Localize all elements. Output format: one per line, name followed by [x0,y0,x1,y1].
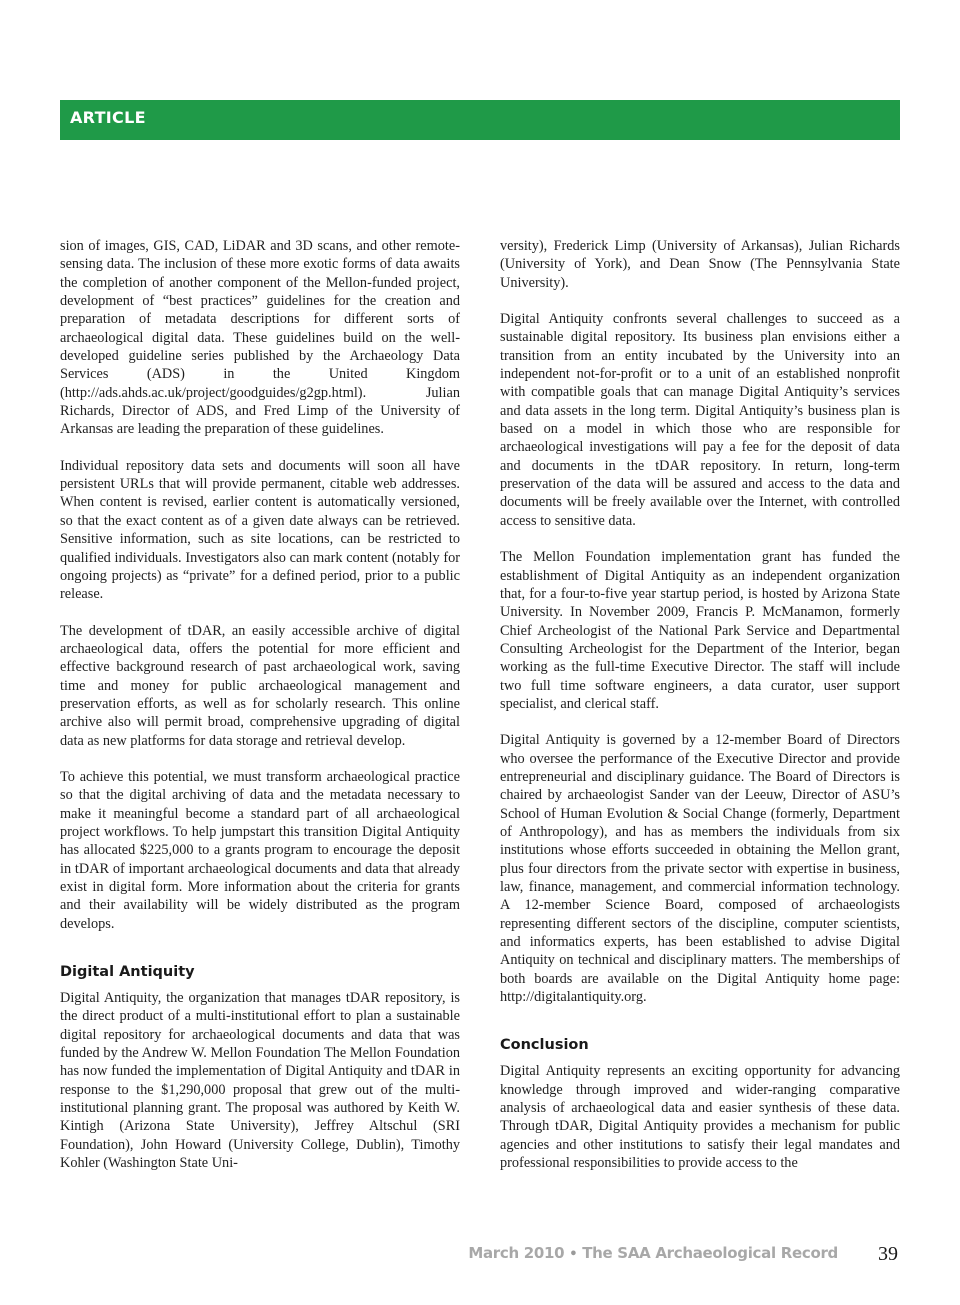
bullet-separator: • [569,1247,578,1262]
article-banner [60,100,900,140]
section-heading-conclusion: Conclusion [500,1037,589,1054]
running-footer [468,1244,838,1262]
right-column [500,237,900,1190]
body-paragraph: The development of tDAR, an easily accessible archive of digital archaeological data, offers the potential for more efficient and effective background research of past archaeological work, saving time and money for public archaeological management and preservation efforts, as well as for scholarly research. This online archive also will permit broad, comprehensive upgrading of digital data as new platforms for data storage and retrieval develop. [60,622,460,749]
body-paragraph: To achieve this potential, we must transform archaeological practice so that the digital archiving of data and the metadata necessary to make it meaningful become a standard part of all archaeological project workflows. To help jumpstart this transition Digital Antiquity has allocated $225,000 to a grants program to encourage the deposit in tDAR of important archaeological documents and data that already exist in digital form. More information about the criteria for grants and their availability will be widely distributed as the program develops. [60,768,460,932]
body-paragraph: sion of images, GIS, CAD, LiDAR and 3D scans, and other remote-sensing data. The inclusion of these more exotic forms of data awaits the completion of another component of the Mellon-funded project, development of “best practices” guidelines for the creation and preparation of metadata descriptions for different sorts of archaeological digital data. These guidelines build on the well-developed guideline series published by the Archaeology Data Services (ADS) in the United Kingdom (http://ads.ahds.ac.uk/project/goodguides/g2gp.html). Julian Richards, Director of ADS, and Fred Limp of the University of Arkansas are leading the preparation of these guidelines. [60,238,460,438]
section-heading-digital-antiquity: Digital Antiquity [60,964,195,981]
body-paragraph: Digital Antiquity is governed by a 12-member Board of Directors who oversee the performance of the Executive Director and provide entrepreneurial and disciplinary guidance. The Board of Directors is chaired by archaeologist Sander van der Leeuw, Director of ASU’s School of Human Evolution & Social Change (formerly, Department of Anthropology), and has as members the individuals from six institutions whose efforts succeeded in obtaining the Mellon grant, plus four directors from the private sector with expertise in business, law, finance, management, and commercial information technology. A 12-member Science Board, composed of archaeologists representing different sectors of the discipline, computer scientists, and informatics experts, has been established to advise Digital Antiquity on technical and disciplinary matters. The memberships of both boards are available on the Digital Antiquity home page: http://digitalantiquity.org. [500,732,900,1006]
body-paragraph: Digital Antiquity, the organization that manages tDAR repository, is the direct product of a multi-institutional effort to plan a sustainable digital repository for archaeological documents and data that was funded by the Andrew W. Mellon Foundation The Mellon Foundation has now funded the implementation of Digital Antiquity and tDAR in response to the $1,290,000 proposal that grew out of the multi-institutional planning grant. The proposal was authored by Keith W. Kintigh (Arizona State University), Jeffrey Altschul (SRI Foundation), John Howard (University College, Dublin), Timothy Kohler (Washington State Uni- [60,990,460,1172]
body-paragraph: Individual repository data sets and documents will soon all have persistent URLs that will provide permanent, citable web addresses. When content is revised, earlier content is automatically versioned, so that the exact content as of a given date always can be retrieved. Sensitive information, such as site locations, can be restricted to qualified individuals. Investigators also can mark content (notably for ongoing projects) as “private” for a defined period, prior to a public release. [60,457,460,603]
left-column [60,237,460,1190]
body-paragraph: Digital Antiquity confronts several challenges to succeed as a sustainable digital repository. Its business plan envisions either a transition from an entity incubated by the University into an independent not-for-profit or to a unit of an established nonprofit with compatible goals that can manage Digital Antiquity’s services and data assets in the long term. Digital Antiquity’s business plan is based on a model in which those who are responsible for archaeological investigations will pay a fee for the deposit of data and documents in the tDAR repository. In return, long-term preservation of the data will be assured and access to the data and documents will be freely available over the Internet, with controlled access to sensitive data. [500,311,900,529]
body-paragraph: Digital Antiquity represents an exciting opportunity for advancing knowledge through improved and wider-ranging comparative analysis of archaeological data and easier synthesis of these data. Through tDAR, Digital Antiquity provides a mechanism for public agencies and other institutions to satisfy their legal mandates and professional responsibilities to provide access to the [500,1063,900,1172]
body-paragraph: versity), Frederick Limp (University of Arkansas), Julian Richards (University of York), and Dean Snow (The Pennsylvania State University). [500,238,900,291]
publication-title: The SAA Archaeological Record [582,1244,838,1262]
body-paragraph: The Mellon Foundation implementation grant has funded the establishment of Digital Antiquity as an independent organization that, for a four-to-five year startup period, is hosted by Arizona State University. In November 2009, Francis P. McManamon, formerly Chief Archeologist of the National Park Service and Departmental Consulting Archeologist for the Department of the Interior, began working as the full-time Executive Director. The staff will include two full time software engineers, a data curator, user support specialist, and clerical staff. [500,549,900,712]
issue-date: March 2010 [468,1244,565,1262]
section-label: ARTICLE [70,108,146,127]
page-number: 39 [878,1243,898,1265]
